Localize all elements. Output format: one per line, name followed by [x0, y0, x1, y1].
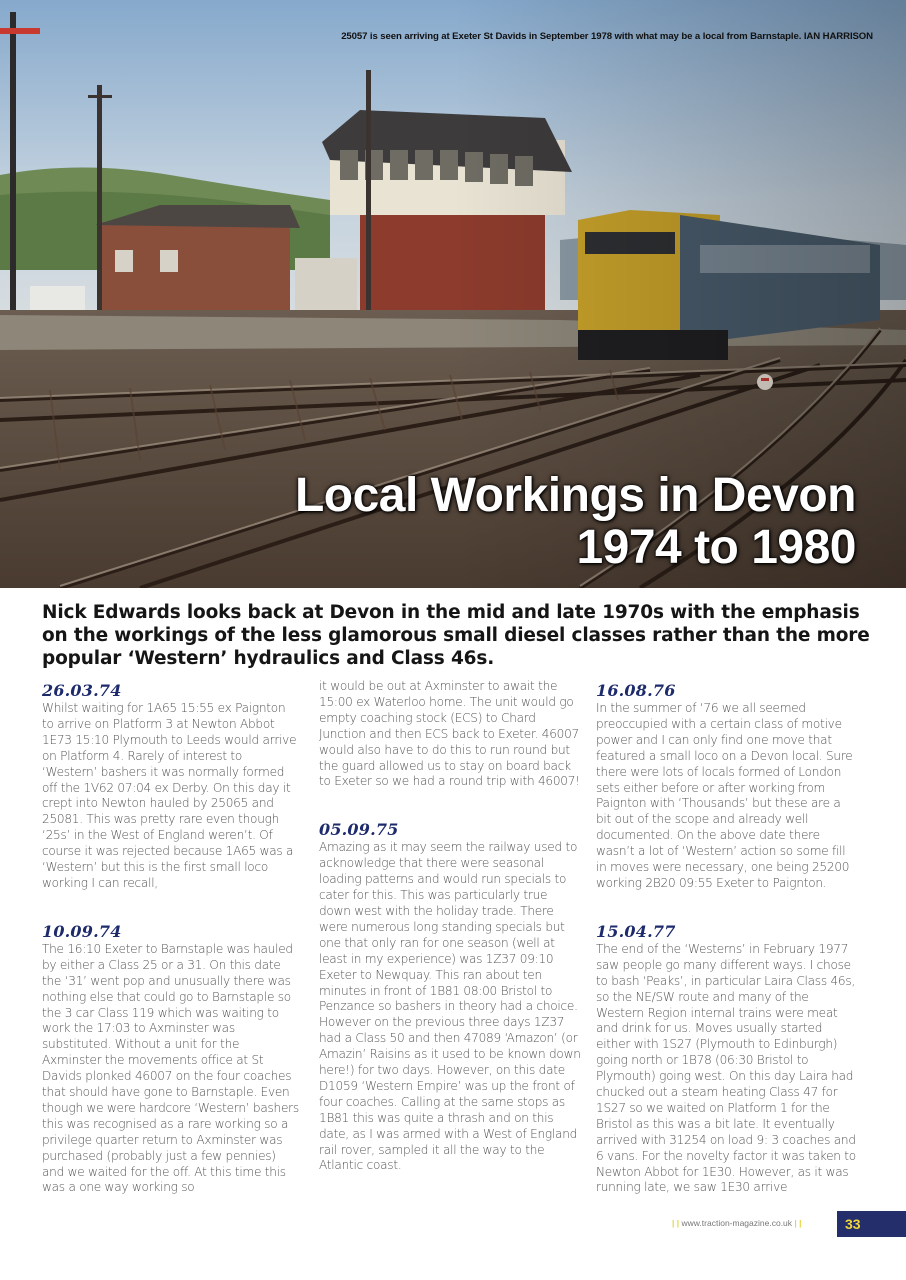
- section-date: 26.03.74: [42, 681, 122, 700]
- hero-photo: [0, 0, 906, 588]
- section-date: 10.09.74: [42, 921, 122, 941]
- title-line-1: Local Workings in Devon: [294, 469, 856, 522]
- divider: | |: [672, 1218, 682, 1228]
- column-2: [319, 679, 581, 1174]
- section-date: 16.08.76: [596, 681, 676, 700]
- section-text: In the summer of ‘76 we all seemed preoccupied with a certain class of motive power and I can only find one move that featured a small loco on a Devon local. Sure there were lots of locals formed of London sets either before or after working from Paignton with ‘Thousands’ but these are a bit out of the scope and already well documented. On the above date there wasn’t a lot of ‘Western’ action so some fill in moves were necessary, one being 25200 working 2B20 09:55 Exeter to Paignton.: [596, 701, 853, 890]
- section-text: Amazing as it may seem the railway used to acknowledge that there were seasonal loading patterns and would run specials to cater for this. This was particularly true down west with the holiday trade. There were numerous long standing specials but one that only ran for one season (well at least in my experience) was 1Z37 09:10 Exeter to Newquay. This ran about ten minutes in front of 1B81 08:00 Bristol to Penzance so bashers in theory had a choice. However on the previous three days 1Z37 had a Class 50 and then 47089 ‘Amazon’ (or Amazin’ Raisins as it used to be known down here!) for two days. However, on this date D1059 ‘Western Empire’ was up the front of four coaches. Calling at the same stops as 1B81 this was quite a thrash and on this date, as I was armed with a West of England rail rover, sampled it all the way to the Atlantic coast.: [319, 840, 581, 1173]
- section-text: The 16:10 Exeter to Barnstaple was hauled by either a Class 25 or a 31. On this date the ‘31’ went pop and unusually there was nothing else that could go to Barnstaple so the 3 car Class 119 which was waiting to work the 17:03 to Axminster was substituted. Without a unit for the Axminster the movements office at St Davids plonked 46007 on the four coaches that should have gone to Barnstaple. Even though we were hardcore ‘Western’ bashers this was recognised as a rare working so a privilege quarter return to Axminster was purchased (probably just a few pennies) and we waited for the off. At this time this was a one way working so: [42, 941, 299, 1195]
- section-date: 15.04.77: [596, 921, 676, 941]
- footer-url: [672, 1218, 802, 1228]
- section-date: 05.09.75: [319, 820, 399, 840]
- standfirst: Nick Edwards looks back at Devon in the mid and late 1970s with the emphasis on the workings of the less glamorous small diesel classes rather than the more popular ‘Western’ hydraulics and Class 46s.: [42, 602, 870, 669]
- page-number: 33: [837, 1211, 906, 1237]
- column-1: [42, 681, 300, 1196]
- section-text: The end of the ‘Westerns’ in February 1977 saw people go many different ways. I chose to bash ‘Peaks’, in particular Laira Class 46s, so the NE/SW route and many of the Western Region internal trains were meat and drink for us. Moves usually started either with 1S27 (Plymouth to Edinburgh) going north or 1B78 (06:30 Bristol to Plymouth) going west. On this day Laira had chucked out a steam heating Class 47 for 1S27 so we waited on Platform 1 for the Bristol as this was a bit late. It eventually arrived with 31254 on load 9: 3 coaches and 6 vans. For the novelty factor it was taken to Newton Abbot for 1E30. However, as it was running late, we saw 1E30 arrive: [596, 941, 856, 1195]
- section-text-continued: it would be out at Axminster to await the 15:00 ex Waterloo home. The unit would go empty coaching stock (ECS) to Chard Junction and then ECS back to Exeter. 46007 would also have to do this to run round but the guard allowed us to stay on board back to Exeter so we had a round trip with 46007!: [319, 679, 580, 789]
- article-title: [295, 470, 856, 574]
- divider: | |: [792, 1218, 802, 1228]
- website-link[interactable]: www.traction-magazine.co.uk: [681, 1218, 793, 1228]
- photo-caption: 25057 is seen arriving at Exeter St Davids in September 1978 with what may be a local from Barnstaple. IAN HARRISON: [341, 31, 873, 42]
- column-3: [596, 681, 856, 1196]
- section-text: Whilst waiting for 1A65 15:55 ex Paignton to arrive on Platform 3 at Newton Abbot 1E73 15:10 Plymouth to Leeds would arrive on Platform 4. Rarely of interest to ‘Western’ bashers it was normally formed off the 1V62 07:04 ex Derby. On this day it crept into Newton hauled by 25065 and 25081. This was pretty rare even though ‘25s’ in the West of England weren’t. Of course it was rejected because 1A65 was a ‘Western’ but this is the first small loco working I can recall,: [42, 701, 297, 890]
- title-line-2: 1974 to 1980: [576, 521, 856, 574]
